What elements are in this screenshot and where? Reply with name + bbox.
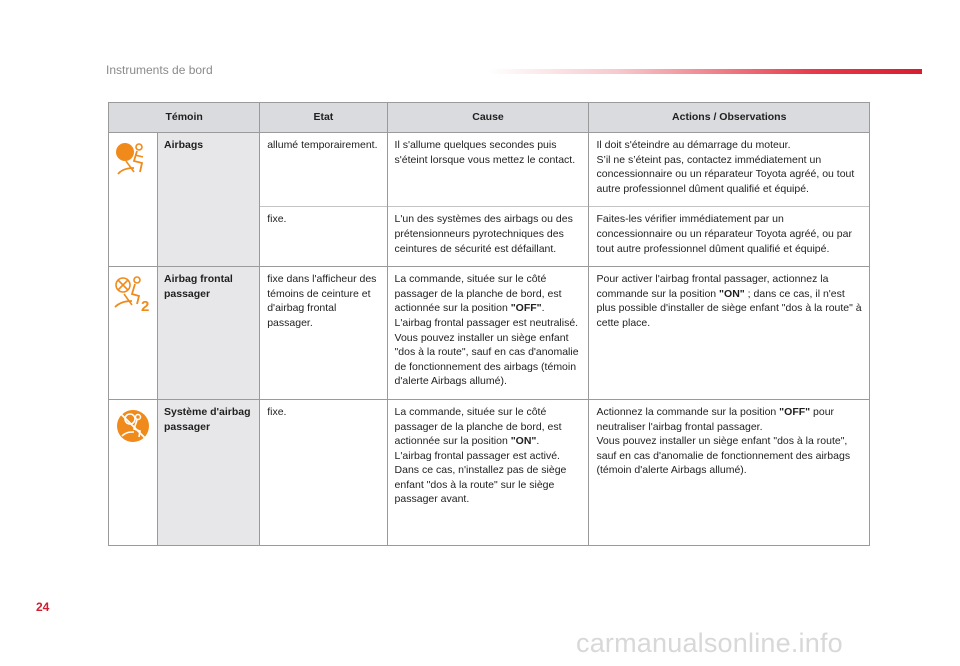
passenger-airbag-off-icon <box>113 275 153 313</box>
actions-cell: Faites-les vérifier immédiatement par un concessionnaire ou un réparateur Toyota agréé, ou par tout autre professionnel dûment qualifié et équipé. <box>589 207 870 267</box>
cause-text: La commande, située sur le côté passager de la planche de bord, est actionnée sur la position <box>394 273 562 315</box>
actions-text: Actionnez la commande sur la position <box>596 405 780 418</box>
cause-text: La commande, située sur le côté passager de la planche de bord, est actionnée sur la position <box>394 405 562 448</box>
position-label: "OFF" <box>510 302 542 315</box>
cause-cell <box>387 267 589 400</box>
icon-cell <box>109 267 158 400</box>
table-row <box>109 133 870 207</box>
position-label: "ON" <box>510 435 537 448</box>
airbag-warning-icon <box>114 141 152 177</box>
etat-cell: allumé temporairement. <box>260 133 387 207</box>
watermark-text: carmanualsonline.info <box>576 628 843 658</box>
actions-cell <box>589 267 870 400</box>
position-label: "ON" <box>719 287 745 300</box>
passenger-airbag-system-icon <box>115 408 151 444</box>
actions-cell: Il doit s'éteindre au démarrage du moteur. S’il ne s’éteint pas, contactez immédiatement un concessionnaire ou un réparateur Toyota agréé, ou tout autre professionnel dûment qualifié et équipé. <box>589 133 870 207</box>
header-accent-line <box>488 69 922 74</box>
table-header-row <box>109 103 870 133</box>
etat-cell: fixe. <box>260 207 387 267</box>
header-temoin: Témoin <box>109 103 260 133</box>
actions-text: pour neutraliser l'airbag frontal passager. Vous pouvez installer un siège enfant "dos à la route", sauf en cas d'anomalie de fonctionnement des airbags (témoin d'alerte Airbags allumé). <box>596 405 851 477</box>
page-number: 24 <box>36 600 50 614</box>
svg-text:2: 2 <box>141 298 150 314</box>
table-row <box>109 267 870 400</box>
header-cause: Cause <box>387 103 589 133</box>
actions-text: ; dans ce cas, il n'est plus possible d'installer de siège enfant "dos à la route" à cette place. <box>596 287 862 329</box>
page-header-title: Instruments de bord <box>106 63 213 77</box>
header-etat: Etat <box>260 103 387 133</box>
icon-cell <box>109 399 158 545</box>
etat-cell: fixe dans l'afficheur des témoins de ceinture et d'airbag frontal passager. <box>260 267 387 400</box>
table-row <box>109 399 870 545</box>
cause-text: . L'airbag frontal passager est activé. Dans ce cas, n'installez pas de siège enfant "dos à la route" sur le siège passager avant. <box>394 435 567 506</box>
header-actions: Actions / Observations <box>589 103 870 133</box>
actions-cell <box>589 399 870 545</box>
actions-text: Pour activer l'airbag frontal passager, actionnez la commande sur la position <box>596 273 829 300</box>
lamp-name: Système d'airbag passager <box>158 399 260 545</box>
position-label: "OFF" <box>779 405 811 418</box>
cause-cell <box>387 399 589 545</box>
lamp-name: Airbag frontal passager <box>158 267 260 400</box>
cause-cell: L'un des systèmes des airbags ou des prétensionneurs pyrotechniques des ceintures de sécurité est défaillant. <box>387 207 589 267</box>
cause-cell: Il s'allume quelques secondes puis s'éteint lorsque vous mettez le contact. <box>387 133 589 207</box>
etat-cell: fixe. <box>260 399 387 545</box>
warning-lamps-table <box>108 102 870 546</box>
icon-cell <box>109 133 158 267</box>
lamp-name: Airbags <box>158 133 260 267</box>
cause-text: . L'airbag frontal passager est neutralisé. Vous pouvez installer un siège enfant "dos à la route", sauf en cas d'anomalie de fonctionnement des airbags (témoin d'alerte Airbags allumé). <box>394 302 579 388</box>
